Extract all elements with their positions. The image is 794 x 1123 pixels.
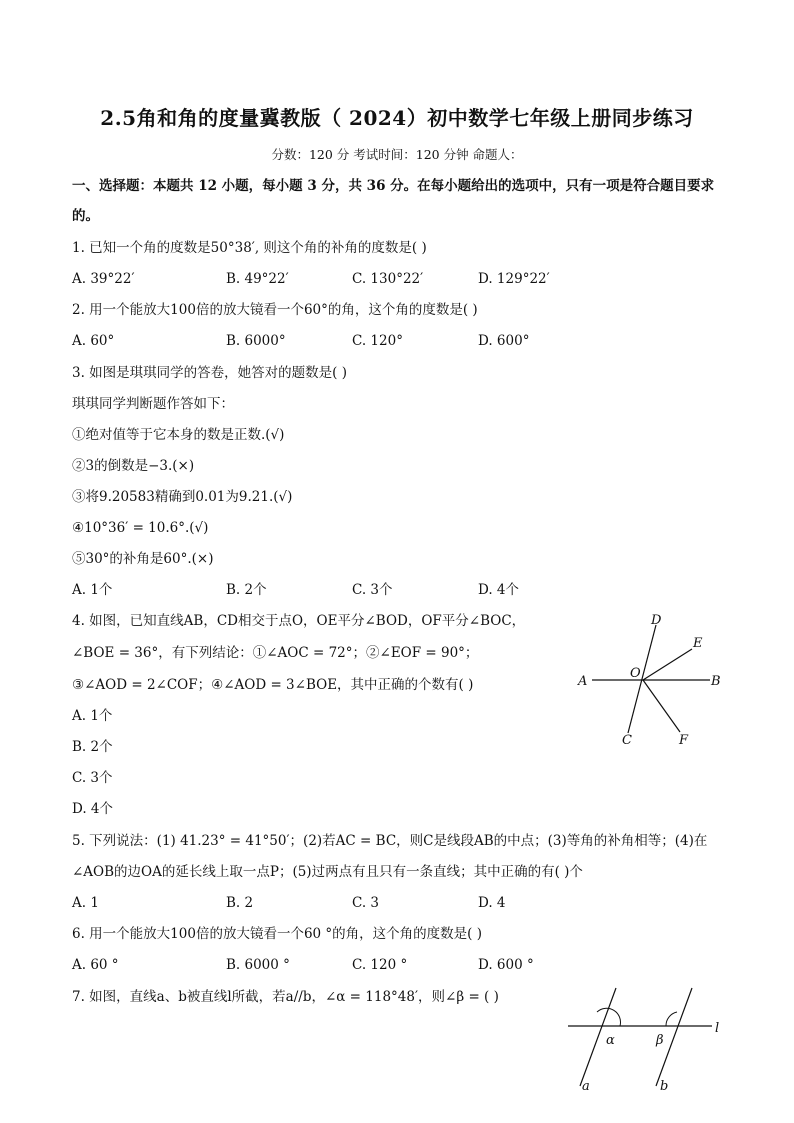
q3-item-3: ③将9.20583精确到0.01为9.21.(√)	[72, 489, 293, 505]
label-b: B	[711, 674, 721, 689]
q4-option-a[interactable]: A. 1个	[72, 708, 113, 724]
q6-stem: 6. 用一个能放大100倍的放大镜看一个60 °的角，这个角的度数是( )	[72, 926, 482, 942]
q5-option-a[interactable]: A. 1	[72, 895, 99, 911]
q2-stem: 2. 用一个能放大100倍的放大镜看一个60°的角，这个角的度数是( )	[72, 302, 478, 318]
exam-info: 分数：120 分 考试时间：120 分钟 命题人：	[271, 147, 523, 162]
ray-oe	[643, 649, 692, 680]
q6-option-c[interactable]: C. 120 °	[352, 957, 408, 973]
q1-option-a[interactable]: A. 39°22′	[72, 271, 135, 287]
q1-option-b[interactable]: B. 49°22′	[226, 271, 289, 287]
q2-option-b[interactable]: B. 6000°	[226, 333, 286, 349]
label-f: F	[679, 733, 689, 748]
q5-option-b[interactable]: B. 2	[226, 895, 254, 911]
q3-stem: 3. 如图是琪琪同学的答卷，她答对的题数是( )	[72, 365, 347, 381]
q4-figure	[570, 605, 730, 750]
q3-option-a[interactable]: A. 1个	[72, 582, 113, 598]
q5-stem-line2: ∠AOB的边OA的延长线上取一点P；(5)过两点有且只有一条直线；其中正确的有( )个	[72, 864, 583, 880]
q6-option-a[interactable]: A. 60 °	[72, 957, 119, 973]
q7-stem: 7. 如图，直线a、b被直线l所截，若a//b，∠α = 118°48′，则∠β = ( )	[72, 989, 499, 1005]
q1-option-d[interactable]: D. 129°22′	[478, 271, 550, 287]
q3-intro: 琪琪同学判断题作答如下：	[72, 396, 234, 412]
q2-option-a[interactable]: A. 60°	[72, 333, 115, 349]
page-title: 2.5角和角的度量冀教版（ 2024）初中数学七年级上册同步练习	[100, 106, 694, 130]
q5-option-d[interactable]: D. 4	[478, 895, 506, 911]
q3-item-4: ④10°36′ = 10.6°.(√)	[72, 520, 209, 536]
q1-option-c[interactable]: C. 130°22′	[352, 271, 424, 287]
q4-option-c[interactable]: C. 3个	[72, 770, 113, 786]
q6-option-b[interactable]: B. 6000 °	[226, 957, 290, 973]
label-o: O	[630, 666, 641, 681]
q3-item-1: ①绝对值等于它本身的数是正数.(√)	[72, 427, 285, 443]
angle-beta-arc	[666, 1012, 677, 1026]
q4-option-d[interactable]: D. 4个	[72, 801, 114, 817]
q4-stem-line3: ③∠AOD = 2∠COF；④∠AOD = 3∠BOE，其中正确的个数有( )	[72, 677, 474, 693]
q6-option-d[interactable]: D. 600 °	[478, 957, 534, 973]
label-a: a	[582, 1079, 590, 1094]
q1-stem: 1. 已知一个角的度数是50°38′, 则这个角的补角的度数是( )	[72, 240, 427, 256]
q3-item-2: ②3的倒数是−3.(×)	[72, 458, 195, 474]
q2-option-c[interactable]: C. 120°	[352, 333, 403, 349]
q4-option-b[interactable]: B. 2个	[72, 739, 113, 755]
label-a: A	[578, 674, 588, 689]
q3-item-5: ⑤30°的补角是60°.(×)	[72, 551, 214, 567]
label-e: E	[693, 636, 703, 651]
q7-figure	[560, 982, 740, 1094]
q3-option-c[interactable]: C. 3个	[352, 582, 393, 598]
label-d: D	[651, 613, 662, 628]
q5-stem-line1: 5. 下列说法：(1) 41.23° = 41°50′；(2)若AC = BC，则C是线段AB的中点；(3)等角的补角相等；(4)在	[72, 833, 708, 849]
label-c: C	[622, 733, 632, 748]
section-heading-cont: 的。	[72, 208, 99, 224]
label-b: b	[660, 1079, 669, 1094]
angle-alpha-arc	[597, 1008, 621, 1026]
q3-option-d[interactable]: D. 4个	[478, 582, 520, 598]
q2-option-d[interactable]: D. 600°	[478, 333, 530, 349]
ray-of	[643, 680, 680, 732]
section-heading: 一、选择题：本题共 12 小题，每小题 3 分，共 36 分。在每小题给出的选项中，只有一项是符合题目要求	[72, 178, 715, 194]
label-beta: β	[656, 1033, 664, 1048]
label-alpha: α	[606, 1033, 615, 1048]
q3-option-b[interactable]: B. 2个	[226, 582, 267, 598]
q5-option-c[interactable]: C. 3	[352, 895, 380, 911]
q4-stem-line2: ∠BOE = 36°，有下列结论：①∠AOC = 72°；②∠EOF = 90°；	[72, 645, 479, 661]
q4-stem-line1: 4. 如图，已知直线AB，CD相交于点O，OE平分∠BOD，OF平分∠BOC，	[72, 613, 526, 629]
label-l: l	[715, 1021, 720, 1036]
